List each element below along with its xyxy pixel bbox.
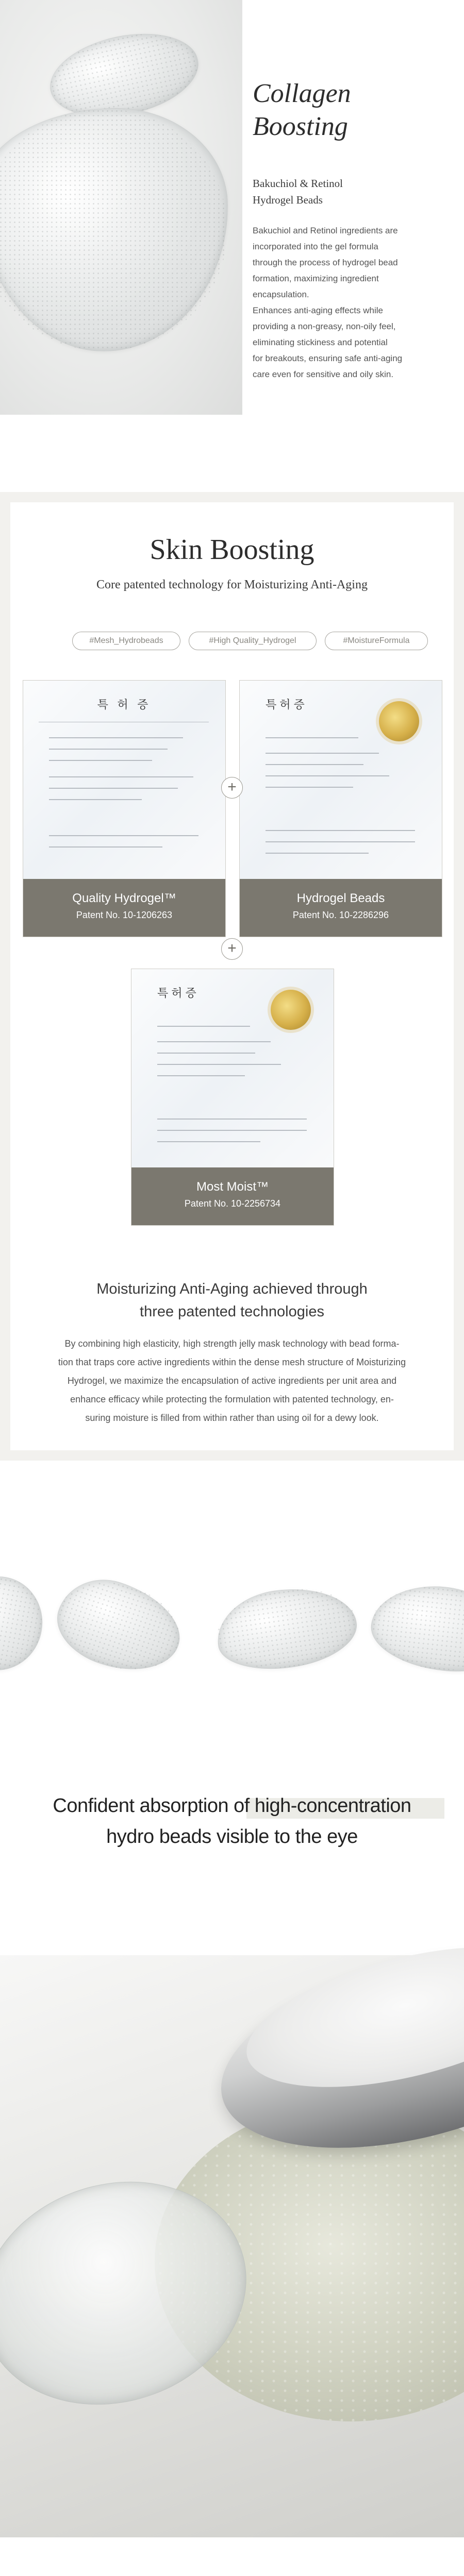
certificate-label <box>240 879 442 937</box>
moisturizing-description-line: suring moisture is filled from within rather than using oil for a dewy look. <box>85 1413 379 1423</box>
moisturizing-description-line: tion that traps core active ingredients within the dense mesh structure of Moisturizing <box>58 1357 406 1367</box>
hero-description-line: eliminating stickiness and potential <box>253 337 388 347</box>
hydrogel-patch-image <box>0 108 228 351</box>
moisturizing-description-line: enhance efficacy while protecting the formulation with patented technology, en- <box>70 1394 394 1404</box>
patent-certificate-card <box>131 969 334 1226</box>
skin-boosting-title: Skin Boosting <box>150 534 314 566</box>
plus-icon: + <box>221 777 243 799</box>
certificate-patent-number: Patent No. 10-2286296 <box>292 910 389 920</box>
moisturizing-description-line: By combining high elasticity, high strength jelly mask technology with bead forma- <box>64 1338 400 1349</box>
gold-seal-icon <box>379 701 419 741</box>
document-line <box>266 841 415 842</box>
document-line <box>157 1118 307 1120</box>
hydro-beads-strip <box>0 1504 464 1839</box>
moisturizing-title-line: Moisturizing Anti-Aging achieved through <box>96 1281 368 1297</box>
certificate-document-image <box>23 681 225 879</box>
document-line <box>157 1075 245 1076</box>
document-line <box>157 1064 281 1065</box>
certificate-name: Quality Hydrogel™ <box>72 891 176 905</box>
patent-certificate-card <box>239 680 442 937</box>
document-line <box>49 846 162 848</box>
moisturizing-title-line: three patented technologies <box>140 1303 324 1320</box>
document-line <box>266 775 389 776</box>
hero-title-line: Boosting <box>253 112 348 141</box>
beads-headline-part: Confident absorption of <box>53 1795 255 1817</box>
hydrogel-patch-photo <box>0 0 242 415</box>
hero-description-line: Enhances anti-aging effects while <box>253 306 383 315</box>
document-line <box>266 737 358 738</box>
document-line <box>157 1141 260 1142</box>
gold-seal-icon <box>271 990 311 1030</box>
document-line <box>49 749 168 750</box>
document-line <box>49 737 183 738</box>
certificate-label <box>23 879 225 937</box>
document-line <box>157 1026 250 1027</box>
skin-boosting-subtitle: Core patented technology for Moisturizing Anti-Aging <box>96 578 368 591</box>
document-line <box>49 760 152 761</box>
certificate-doc-title: 특 허 증 <box>97 698 152 711</box>
beads-headline-line <box>0 1790 464 1821</box>
plus-icon: + <box>221 938 243 960</box>
hero-description-line: for breakouts, ensuring safe anti-aging <box>253 353 403 363</box>
document-line <box>49 835 198 836</box>
beads-headline-highlight: high-concentration <box>254 1795 411 1817</box>
certificate-document-image <box>131 969 334 1167</box>
hashtag-badge: #High Quality_Hydrogel <box>189 632 317 650</box>
document-line <box>49 788 178 789</box>
hero-subtitle <box>253 175 449 208</box>
hero-description-line: incorporated into the gel formula <box>253 242 378 251</box>
beads-headline <box>0 1790 464 1852</box>
document-line <box>49 799 142 800</box>
certificate-name: Hydrogel Beads <box>296 891 385 905</box>
hashtag-badge: #Mesh_Hydrobeads <box>72 632 180 650</box>
certificate-doc-title: 특허증 <box>266 698 308 711</box>
document-line <box>157 1130 307 1131</box>
hero-description-line: care even for sensitive and oily skin. <box>253 369 394 379</box>
beads-headline-line: hydro beads visible to the eye <box>106 1826 358 1848</box>
hero-description-line: through the process of hydrogel bead <box>253 258 398 267</box>
document-line <box>266 853 369 854</box>
document-line <box>49 776 193 777</box>
certificate-label <box>131 1167 334 1225</box>
hero-title-line: Collagen <box>253 79 351 108</box>
hero-description <box>253 223 454 382</box>
moisturizing-description <box>25 1334 439 1427</box>
certificate-patent-number: Patent No. 10-2256734 <box>184 1198 281 1209</box>
hero-subtitle-line: Bakuchiol & Retinol <box>253 177 343 190</box>
hero-description-line: encapsulation. <box>253 290 309 299</box>
document-line <box>266 764 363 765</box>
document-line <box>266 753 379 754</box>
moisturizing-description-line: Hydrogel, we maximize the encapsulation of active ingredients per unit area and <box>67 1376 397 1386</box>
hashtag-badge: #MoistureFormula <box>325 632 428 650</box>
certificate-doc-title: 특허증 <box>157 987 200 999</box>
hero-description-line: Bakuchiol and Retinol ingredients are <box>253 226 398 235</box>
certificate-document-image <box>240 681 442 879</box>
hero-subtitle-line: Hydrogel Beads <box>253 194 323 206</box>
hero-title <box>253 77 449 143</box>
document-line <box>157 1041 271 1042</box>
document-line <box>266 830 415 831</box>
hero-description-line: formation, maximizing ingredient <box>253 274 379 283</box>
hero-description-line: providing a non-greasy, non-oily feel, <box>253 321 396 331</box>
document-line <box>266 787 353 788</box>
certificate-name: Most Moist™ <box>196 1180 269 1194</box>
patent-certificate-card <box>23 680 226 937</box>
moisturizing-title <box>0 1278 464 1323</box>
document-line <box>157 1053 255 1054</box>
certificate-patent-number: Patent No. 10-1206263 <box>76 910 173 920</box>
